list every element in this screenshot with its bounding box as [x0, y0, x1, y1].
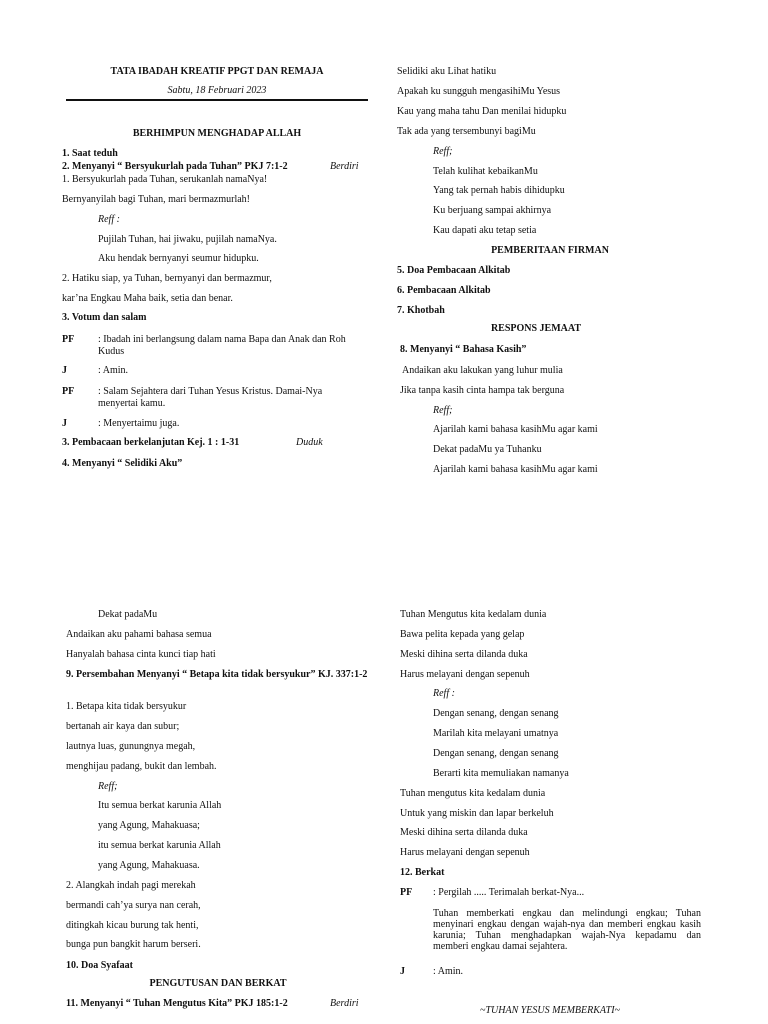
lyric-line: Hanyalah bahasa cinta kunci tiap hati	[66, 649, 216, 660]
header-divider	[66, 99, 368, 101]
lyric-line: Kau yang maha tahu Dan menilai hidupku	[397, 106, 567, 117]
lyric-line: Dengan senang, dengan senang	[433, 708, 559, 719]
item-khotbah: 7. Khotbah	[397, 305, 445, 316]
lyric-line: Pujilah Tuhan, hai jiwaku, pujilah namaNya.	[98, 234, 277, 245]
item-doa-syafaat: 10. Doa Syafaat	[66, 960, 133, 971]
speaker-label-j: J	[62, 365, 67, 376]
item-pembacaan-alkitab: 6. Pembacaan Alkitab	[397, 285, 491, 296]
lyric-line: Kau dapati aku tetap setia	[433, 225, 537, 236]
lyric-line: Dekat padaMu ya Tuhanku	[433, 444, 542, 455]
speaker-label-pf: PF	[62, 334, 75, 345]
lyric-line: Bawa pelita kepada yang gelap	[400, 629, 525, 640]
document-title: TATA IBADAH KREATIF PPGT DAN REMAJA	[110, 66, 324, 77]
document-date: Sabtu, 18 Februari 2023	[167, 85, 267, 96]
lyric-line: 2. Hatiku siap, ya Tuhan, bernyanyi dan bermazmur,	[62, 273, 272, 284]
lyric-line: Aku hendak bernyanyi seumur hidupku.	[98, 253, 259, 264]
lyric-line: Untuk yang miskin dan lapar berkeluh	[400, 808, 554, 819]
item-menyanyi-tuhan-mengutus: 11. Menyanyi “ Tuhan Mengutus Kita” PKJ 185:1-2	[66, 998, 288, 1009]
lyric-line: 1. Bersyukurlah pada Tuhan, serukanlah namaNya!	[62, 174, 268, 185]
posture-berdiri: Berdiri	[330, 998, 359, 1009]
section-heading-pengutusan: PENGUTUSAN DAN BERKAT	[149, 978, 287, 989]
lyric-line: Apakah ku sungguh mengasihiMu Yesus	[397, 86, 561, 97]
item-menyanyi-bahasa-kasih: 8. Menyanyi “ Bahasa Kasih”	[400, 344, 527, 355]
refrain-label: Reff :	[433, 688, 455, 699]
lyric-line: Harus melayani dengan sepenuh	[400, 669, 530, 680]
lyric-line: Meski dihina serta dilanda duka	[400, 649, 528, 660]
lyric-line: Itu semua berkat karunia Allah	[98, 800, 222, 811]
speaker-label-pf: PF	[62, 386, 75, 397]
item-votum-salam: 3. Votum dan salam	[62, 312, 147, 323]
speaker-label-pf: PF	[400, 887, 413, 898]
liturgy-text: : Menyertaimu juga.	[98, 418, 180, 429]
liturgy-text: : Amin.	[98, 365, 129, 376]
refrain-label: Reff;	[433, 146, 453, 157]
item-saat-teduh: 1. Saat teduh	[62, 148, 118, 159]
liturgy-text: : Amin.	[433, 966, 464, 977]
posture-berdiri: Berdiri	[330, 161, 359, 172]
posture-duduk: Duduk	[296, 437, 323, 448]
item-doa-pembacaan: 5. Doa Pembacaan Alkitab	[397, 265, 511, 276]
liturgy-text: : Salam Sejahtera dari Tuhan Yesus Kristus. Damai-Nya menyertai kamu.	[98, 386, 323, 409]
item-menyanyi-selidiki: 4. Menyanyi “ Selidiki Aku”	[62, 458, 183, 469]
section-heading-firman: PEMBERITAAN FIRMAN	[491, 245, 609, 256]
blessing-text: Tuhan memberkati engkau dan melindungi engkau; Tuhan menyinari engkau dengan wajah-nya dan memberi engkau kasih karunia; Tuhan menghadapkan wajah-Nya kepadamu dan memberi engkau damai sejahtera.	[433, 908, 701, 952]
lyric-line: lautnya luas, gunungnya megah,	[66, 741, 196, 752]
section-heading-respons: RESPONS JEMAAT	[490, 323, 582, 334]
lyric-line: kar’na Engkau Maha baik, setia dan benar.	[62, 293, 233, 304]
lyric-line: Yang tak pernah habis dihidupku	[433, 185, 565, 196]
lyric-line: 1. Betapa kita tidak bersyukur	[66, 701, 187, 712]
lyric-line: Tuhan Mengutus kita kedalam dunia	[400, 609, 547, 620]
lyric-line: Marilah kita melayani umatnya	[433, 728, 559, 739]
lyric-line: bunga pun bangkit harum berseri.	[66, 939, 201, 950]
lyric-line: Meski dihina serta dilanda duka	[400, 827, 528, 838]
closing-blessing: ~TUHAN YESUS MEMBERKATI~	[480, 1005, 620, 1016]
lyric-line: Telah kulihat kebaikanMu	[433, 166, 538, 177]
liturgy-text: : Ibadah ini berlangsung dalam nama Bapa dan Anak dan Roh Kudus	[98, 334, 346, 357]
item-berkat: 12. Berkat	[400, 867, 445, 878]
section-heading-berhimpun: BERHIMPUN MENGHADAP ALLAH	[132, 128, 302, 139]
refrain-label: Reff;	[98, 781, 118, 792]
lyric-line: ditingkah kicau burung tak henti,	[66, 920, 199, 931]
lyric-line: yang Agung, Mahakuasa;	[98, 820, 200, 831]
lyric-line: yang Agung, Mahakuasa.	[98, 860, 200, 871]
lyric-line: Dekat padaMu	[98, 609, 158, 620]
item-pembacaan-berkelanjutan: 3. Pembacaan berkelanjutan Kej. 1 : 1-31	[62, 437, 240, 448]
lyric-line: Ajarilah kami bahasa kasihMu agar kami	[433, 464, 598, 475]
lyric-line: Ajarilah kami bahasa kasihMu agar kami	[433, 424, 598, 435]
lyric-line: Bernyanyilah bagi Tuhan, mari bermazmurlah!	[62, 194, 251, 205]
lyric-line: Andaikan aku pahami bahasa semua	[66, 629, 212, 640]
lyric-line: 2. Alangkah indah pagi merekah	[66, 880, 196, 891]
lyric-line: Andaikan aku lakukan yang luhur mulia	[402, 365, 563, 376]
item-persembahan: 9. Persembahan Menyanyi “ Betapa kita tidak bersyukur” KJ. 337:1-2	[66, 669, 368, 680]
lyric-line: itu semua berkat karunia Allah	[98, 840, 221, 851]
lyric-line: Dengan senang, dengan senang	[433, 748, 559, 759]
lyric-line: Ku berjuang sampai akhirnya	[433, 205, 552, 216]
speaker-label-j: J	[62, 418, 67, 429]
lyric-line: Tak ada yang tersembunyi bagiMu	[397, 126, 536, 137]
lyric-line: Berarti kita memuliakan namanya	[433, 768, 569, 779]
refrain-label: Reff :	[98, 214, 120, 225]
lyric-line: Harus melayani dengan sepenuh	[400, 847, 530, 858]
lyric-line: bertanah air kaya dan subur;	[66, 721, 180, 732]
lyric-line: Selidiki aku Lihat hatiku	[397, 66, 497, 77]
liturgy-text: : Pergilah ..... Terimalah berkat-Nya...	[433, 887, 585, 898]
speaker-label-j: J	[400, 966, 405, 977]
refrain-label: Reff;	[433, 405, 453, 416]
lyric-line: bermandi cah’ya surya nan cerah,	[66, 900, 201, 911]
lyric-line: Tuhan mengutus kita kedalam dunia	[400, 788, 546, 799]
lyric-line: Jika tanpa kasih cinta hampa tak berguna	[400, 385, 565, 396]
item-menyanyi-bersyukurlah: 2. Menyanyi “ Bersyukurlah pada Tuhan” PKJ 7:1-2	[62, 161, 288, 172]
lyric-line: menghijau padang, bukit dan lembah.	[66, 761, 217, 772]
